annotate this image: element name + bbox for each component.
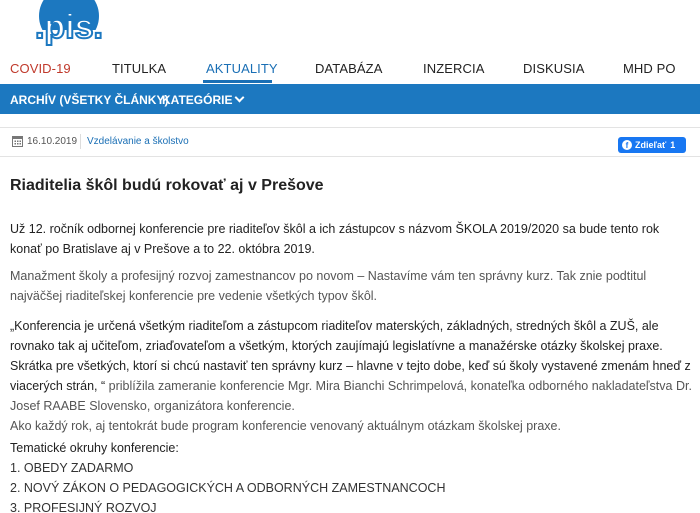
subnav-archive-link[interactable]: ARCHÍV (VŠETKY ČLÁNKY): [10, 93, 169, 107]
meta-divider: [80, 134, 81, 149]
list-item: 1. OBEDY ZADARMO: [10, 461, 134, 475]
nav-item-titulka[interactable]: TITULKA: [112, 61, 167, 76]
article-quote-paragraph: [10, 316, 692, 436]
share-count: 1: [670, 140, 676, 150]
article-category-link[interactable]: Vzdelávanie a školstvo: [87, 136, 189, 147]
topics-section: [10, 438, 692, 513]
chevron-down-icon: [235, 93, 245, 103]
nav-item-databaza[interactable]: DATABÁZA: [315, 61, 383, 76]
list-item: 3. PROFESIJNÝ ROZVOJ: [10, 501, 157, 513]
article-title: Riaditelia škôl budú rokovať aj v Prešove: [10, 177, 324, 194]
nav-item-inzercia[interactable]: INZERCIA: [423, 61, 485, 76]
subnav-category-label: KATEGÓRIE: [162, 93, 233, 107]
facebook-share-button[interactable]: [618, 137, 686, 153]
article-lead: Už 12. ročník odbornej konferencie pre riaditeľov škôl a ich zástupcov s názvom ŠKOLA 2019/2020 sa bude tento rok konať po Bratislave aj v Prešove a to 22. októbra 2019.: [10, 222, 660, 256]
facebook-icon: f: [622, 140, 632, 150]
article-date: 16.10.2019: [27, 136, 78, 147]
topics-heading: Tematické okruhy konferencie:: [10, 441, 179, 455]
logo-text: .pis.: [34, 8, 104, 46]
subnav-category-dropdown[interactable]: [162, 93, 243, 107]
article-perex: Manažment školy a profesijný rozvoj zamestnancov po novom – Nastavíme vám ten správny kurz. Tak znie podtitul najväčšej riaditeľskej konferencie pre vedenie všetkých typov škôl.: [10, 269, 647, 303]
active-nav-indicator: [203, 80, 272, 83]
closing-text: Ako každý rok, aj tentokrát bude program konferencie venovaný aktuálnym otázkam školskej praxe.: [10, 419, 561, 433]
nav-item-covid[interactable]: COVID-19: [10, 61, 71, 76]
calendar-icon: [12, 136, 23, 147]
sub-navigation: [0, 84, 700, 114]
nav-item-mhd[interactable]: MHD PO: [623, 61, 676, 76]
pis-logo[interactable]: [8, 0, 130, 52]
article-meta-bar: [0, 127, 700, 157]
nav-item-diskusia[interactable]: DISKUSIA: [523, 61, 585, 76]
main-navigation: [0, 57, 700, 81]
nav-item-aktuality[interactable]: AKTUALITY: [206, 61, 278, 76]
quote-text: „Konferencia je určená všetkým riaditeľom a zástupcom riaditeľov materských, základných, stredných škôl a ZUŠ, ale rovnako tak aj učiteľom, zriaďovateľom a všetkým, ktorých zaujímajú legislatívne a manažérske otázky školskej praxe. Skrátka pre všetkých, ktorí si chcú nastaviť ten správny kurz – hlavne v tejto dobe, keď sú školy vystavené zmenám hneď z viacerých strán, “: [10, 319, 691, 393]
share-label: Zdieľať: [635, 140, 667, 150]
list-item: 2. NOVÝ ZÁKON O PEDAGOGICKÝCH A ODBORNÝCH ZAMESTNANCOCH: [10, 481, 446, 495]
quote-attribution: priblížila zameranie konferencie Mgr. Mira Bianchi Schrimpelová, konateľka odborného nakladateľstva Dr. Josef RAABE Slovensko, organizátora konferencie.: [10, 379, 692, 413]
